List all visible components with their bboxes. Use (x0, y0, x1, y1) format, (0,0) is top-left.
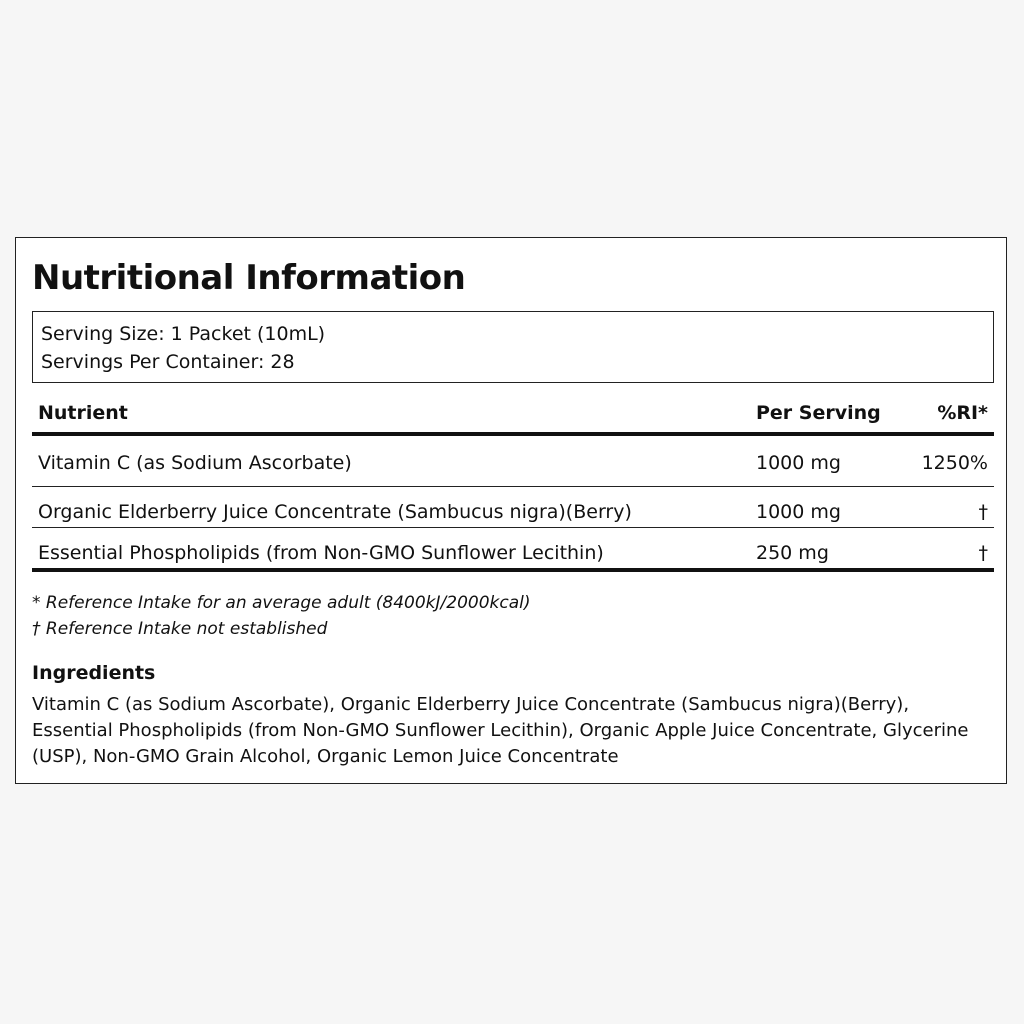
servings-per-container: Servings Per Container: 28 (41, 351, 295, 373)
header-nutrient: Nutrient (38, 402, 128, 424)
table-row (32, 436, 994, 487)
table-row (32, 487, 994, 528)
nutrient-ri: † (978, 542, 988, 564)
ingredients-heading: Ingredients (32, 662, 156, 684)
header-per-serving: Per Serving (756, 402, 881, 424)
header-ri: %RI* (937, 402, 988, 424)
nutrient-amount: 1000 mg (756, 501, 841, 523)
nutrient-name: Essential Phospholipids (from Non-GMO Sunflower Lecithin) (38, 542, 604, 564)
footnote-reference-intake: * Reference Intake for an average adult (8400kJ/2000kcal) (32, 593, 531, 613)
nutrient-ri: 1250% (921, 452, 988, 474)
nutrient-amount: 1000 mg (756, 452, 841, 474)
serving-info-box (32, 311, 994, 383)
nutrient-name: Organic Elderberry Juice Concentrate (Sambucus nigra)(Berry) (38, 501, 632, 523)
footnote-not-established: † Reference Intake not established (32, 619, 328, 639)
nutrient-table (32, 398, 994, 572)
nutrient-amount: 250 mg (756, 542, 829, 564)
nutrition-panel (15, 237, 1007, 784)
ingredients-list: Vitamin C (as Sodium Ascorbate), Organic Elderberry Juice Concentrate (Sambucus nigra)(Berry), Essential Phospholipids (from Non-GMO Sunflower Lecithin), Organic Apple Juice Concentrate, Glycerine (USP), Non-GMO Grain Alcohol, Organic Lemon Juice Concentrate (32, 694, 969, 767)
footnotes (32, 590, 531, 642)
nutrient-name: Vitamin C (as Sodium Ascorbate) (38, 452, 352, 474)
serving-size: Serving Size: 1 Packet (10mL) (41, 323, 326, 345)
table-header-row (32, 398, 994, 436)
table-row (32, 528, 994, 572)
page-title: Nutritional Information (32, 258, 466, 298)
nutrient-ri: † (978, 501, 988, 523)
